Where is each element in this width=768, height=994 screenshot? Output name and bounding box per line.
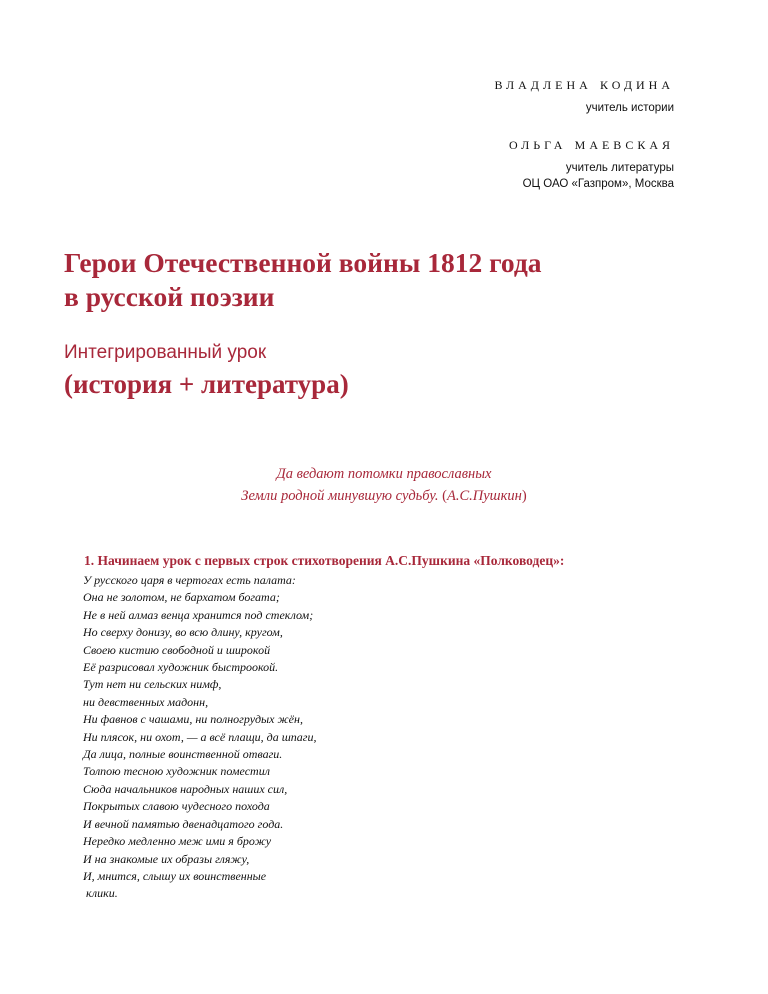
epigraph-text: Земли родной минувшую судьбу. bbox=[241, 488, 439, 504]
article-title-line: в русской поэзии bbox=[64, 281, 275, 312]
epigraph bbox=[0, 463, 768, 507]
poem-line: И вечной памятью двенадцатого года. bbox=[83, 816, 284, 831]
poem-line: Ни плясок, ни охот, — а всё плащи, да шпаги, bbox=[83, 729, 317, 744]
poem-line: клики. bbox=[83, 886, 118, 901]
poem-line: Но сверху донизу, во всю длину, кругом, bbox=[83, 625, 283, 640]
poem-line: Покрытых славою чудесного похода bbox=[83, 799, 270, 814]
poem-line: Не в ней алмаз венца хранится под стеклом; bbox=[83, 607, 314, 622]
authors-block bbox=[494, 74, 674, 192]
author-maevskaya bbox=[494, 134, 674, 192]
article-title-line: Герои Отечественной войны 1812 года bbox=[64, 247, 542, 278]
poem-line: Толпою тесною художник поместил bbox=[83, 764, 270, 779]
poem-line: Её разрисовал художник быстроокой. bbox=[83, 660, 279, 675]
epigraph-line: Да ведают потомки православных bbox=[276, 466, 492, 482]
section-heading: 1. Начинаем урок с первых строк стихотворения А.С.Пушкина «Полководец»: bbox=[84, 553, 565, 568]
poem-line: Да лица, полные воинственной отваги. bbox=[83, 747, 283, 762]
poem-line: Она не золотом, не бархатом богата; bbox=[83, 590, 280, 605]
author-kodina bbox=[494, 74, 674, 116]
poem-line: Нередко медленно меж ими я брожу bbox=[83, 834, 272, 849]
author-role bbox=[494, 160, 674, 192]
author-name: владлена кодина bbox=[494, 74, 674, 93]
epigraph-source: А.С.Пушкин bbox=[447, 488, 522, 504]
author-affiliation: ОЦ ОАО «Газпром», Москва bbox=[522, 178, 674, 190]
poem-line: Своею кистию свободной и широкой bbox=[83, 642, 271, 657]
lesson-type: Интегрированный урок bbox=[64, 342, 267, 363]
poem bbox=[83, 572, 316, 903]
article-title bbox=[64, 246, 704, 314]
poem-line: Тут нет ни сельских нимф, bbox=[83, 677, 222, 692]
author-role-line: учитель литературы bbox=[565, 162, 674, 174]
author-role: учитель истории bbox=[585, 102, 674, 114]
lesson-subject: (история + литература) bbox=[64, 369, 349, 399]
author-name: ольга маевская bbox=[509, 134, 674, 153]
poem-line: И, мнится, слышу их воинственные bbox=[83, 868, 267, 883]
poem-line: ни девственных мадонн, bbox=[83, 694, 209, 709]
poem-line: Ни фавнов с чашами, ни полногрудых жён, bbox=[83, 712, 303, 727]
poem-line: У русского царя в чертогах есть палата: bbox=[83, 573, 296, 587]
poem-line: И на знакомые их образы гляжу, bbox=[83, 851, 250, 866]
epigraph-line: Земли родной минувшую судьбу. (А.С.Пушкин) bbox=[241, 488, 527, 504]
poem-line: Сюда начальников народных наших сил, bbox=[83, 781, 288, 796]
